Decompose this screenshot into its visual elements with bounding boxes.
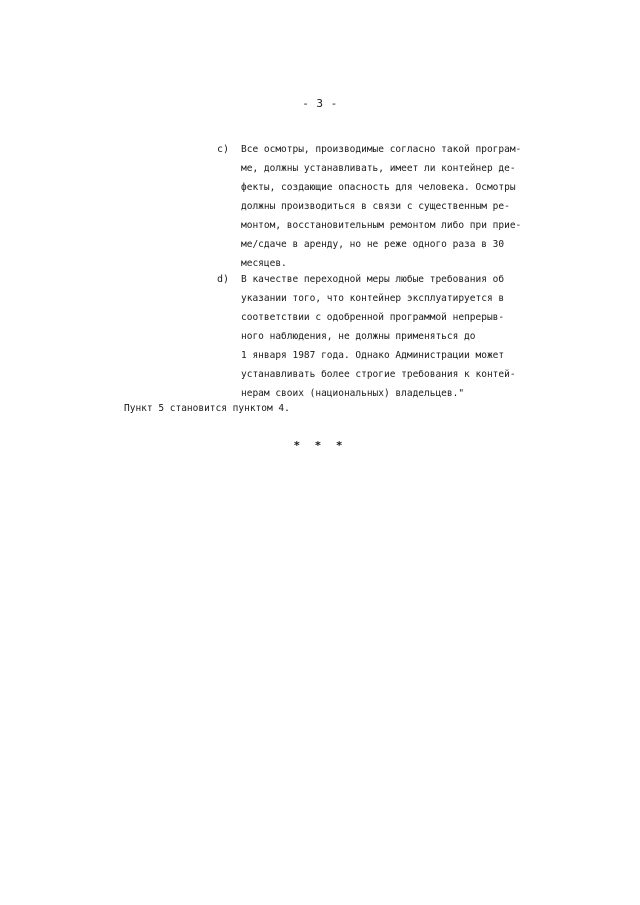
section-separator: * * * [293,439,347,452]
text-line: ме, должны устанавливать, имеет ли контейнер де- [241,163,516,174]
item-marker: d) [217,274,230,285]
text-line: монтом, восстановительным ремонтом либо при прие- [241,220,522,231]
text-line: устанавливать более строгие требования к контей- [241,369,516,380]
text-line: месяцев. [241,258,287,269]
text-line: должны производиться в связи с существенным ре- [241,201,510,212]
closing-paragraph: Пункт 5 становится пунктом 4. [124,403,290,414]
text-line: указании того, что контейнер эксплуатируется в [241,293,505,304]
page-number: - 3 - [302,97,338,110]
text-line: ного наблюдения, не должны применяться до [241,331,476,342]
text-line: 1 января 1987 года. Однако Администрации может [241,350,505,361]
text-line: соответствии с одобренной программой непрерыв- [241,312,505,323]
text-line: В качестве переходной меры любые требования об [241,274,505,285]
text-line: ме/сдаче в аренду, но не реже одного раза в 30 [241,239,505,250]
text-line: Все осмотры, производимые согласно такой програм- [241,144,522,155]
text-line: фекты, создающие опасность для человека. Осмотры [241,182,516,193]
item-text [241,140,541,273]
item-marker: c) [217,144,230,155]
text-line: нерам своих (национальных) владельцев." [241,388,465,399]
item-text [241,270,541,403]
